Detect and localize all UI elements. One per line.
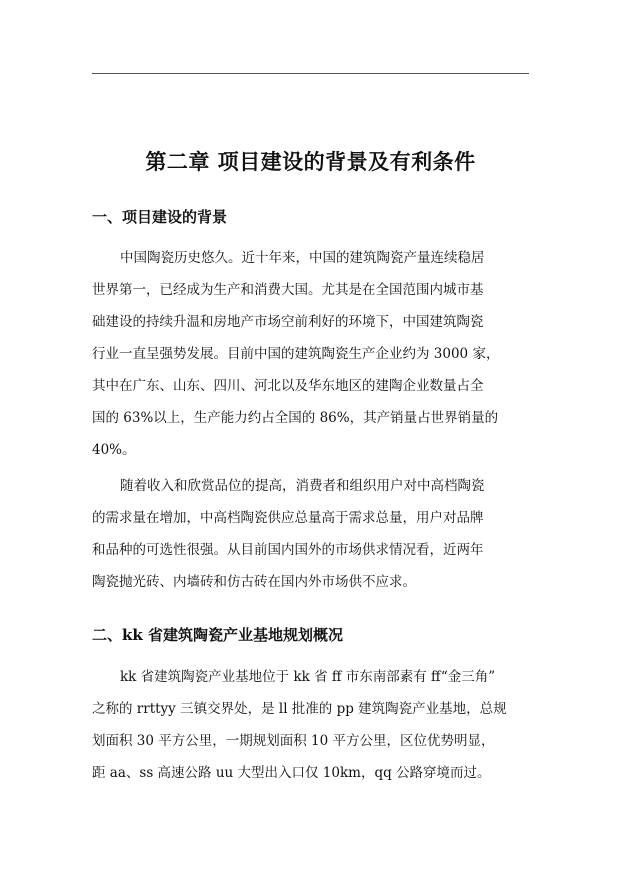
paragraph-line: 和品种的可选性很强。从目前国内国外的市场供求情况看，近两年	[92, 542, 484, 558]
paragraph-line: 其中在广东、山东、四川、河北以及华东地区的建陶企业数量占全	[92, 378, 484, 394]
paragraph-line: kk 省建筑陶瓷产业基地位于 kk 省 ff 市东南部素有 ff“金三角”	[120, 669, 496, 685]
chapter-title: 第二章 项目建设的背景及有利条件	[145, 149, 476, 174]
paragraph-line: 之称的 rrttyy 三镇交界处，是 ll 批准的 pp 建筑陶瓷产业基地，总规	[92, 701, 507, 717]
section-heading-2: 二、kk 省建筑陶瓷产业基地规划概况	[92, 626, 344, 644]
paragraph-line: 划面积 30 平方公里，一期规划面积 10 平方公里，区位优势明显，	[92, 733, 495, 749]
paragraph-line: 的需求量在增加，中高档陶瓷供应总量高于需求总量，用户对品牌	[92, 510, 484, 526]
header-rule	[92, 73, 529, 74]
section-heading-1: 一、项目建设的背景	[92, 208, 228, 226]
paragraph-line: 国的 63%以上，生产能力约占全国的 86%，其产销量占世界销量的	[92, 410, 499, 426]
paragraph-line: 中国陶瓷历史悠久。近十年来，中国的建筑陶瓷产量连续稳居	[120, 250, 485, 266]
paragraph-line: 陶瓷抛光砖、内墙砖和仿古砖在国内外市场供不应求。	[92, 574, 416, 590]
paragraph-line: 距 aa、ss 高速公路 uu 大型出入口仅 10km，qq 公路穿境而过。	[92, 765, 491, 781]
paragraph-line: 40%。	[92, 442, 136, 458]
paragraph-line: 随着收入和欣赏品位的提高，消费者和组织用户对中高档陶瓷	[120, 478, 485, 494]
paragraph-line: 世界第一，已经成为生产和消费大国。尤其是在全国范围内城市基	[92, 282, 484, 298]
paragraph-line: 础建设的持续升温和房地产市场空前利好的环境下，中国建筑陶瓷	[92, 314, 484, 330]
paragraph-line: 行业一直呈强势发展。目前中国的建筑陶瓷生产企业约为 3000 家，	[92, 346, 500, 362]
